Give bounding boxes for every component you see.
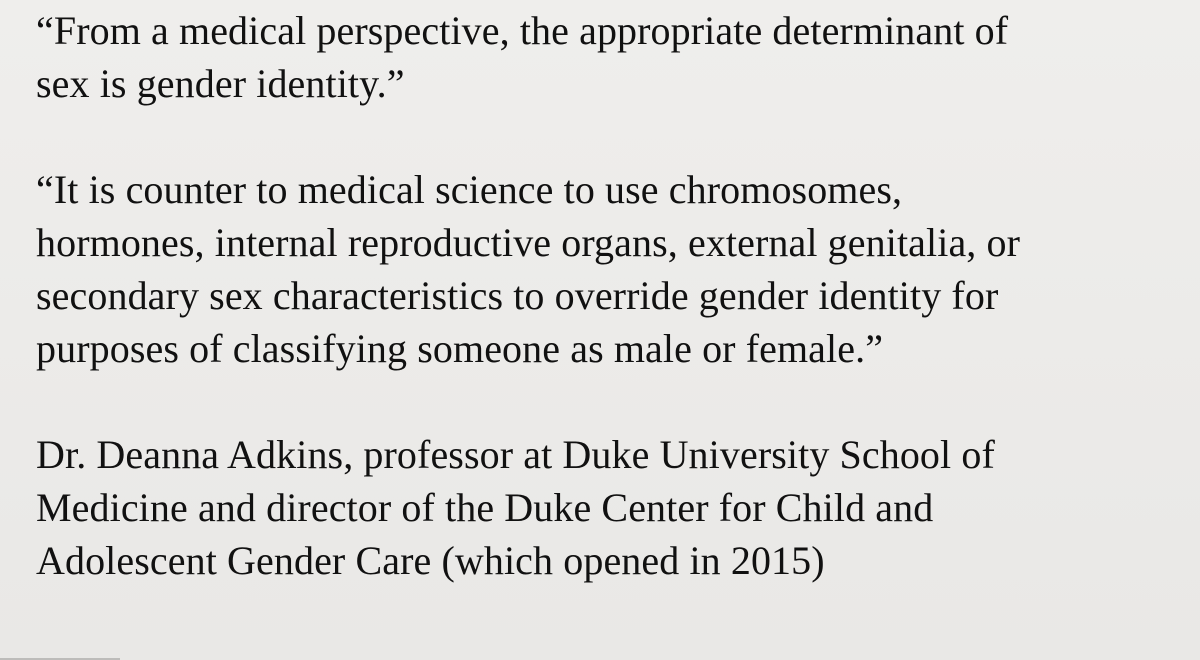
attribution-line-2: Medicine and director of the Duke Center for Child and: [36, 485, 934, 530]
quote-1: [36, 4, 1176, 110]
quote-2-line-4: purposes of classifying someone as male or female.”: [36, 326, 884, 371]
quote-2-line-1: “It is counter to medical science to use chromosomes,: [36, 167, 903, 212]
quote-1-line-2: sex is gender identity.”: [36, 61, 405, 106]
quote-2-line-2: hormones, internal reproductive organs, external genitalia, or: [36, 220, 1021, 265]
attribution: [36, 428, 1176, 587]
paragraph-spacer: [36, 110, 1176, 163]
quote-1-line-1: “From a medical perspective, the appropriate determinant of: [36, 8, 1009, 53]
quote-2-line-3: secondary sex characteristics to override gender identity for: [36, 273, 999, 318]
slide-text: [36, 4, 1176, 587]
quote-2: [36, 163, 1176, 375]
attribution-line-3: Adolescent Gender Care (which opened in 2015): [36, 538, 825, 583]
paragraph-spacer: [36, 375, 1176, 428]
attribution-line-1: Dr. Deanna Adkins, professor at Duke University School of: [36, 432, 995, 477]
